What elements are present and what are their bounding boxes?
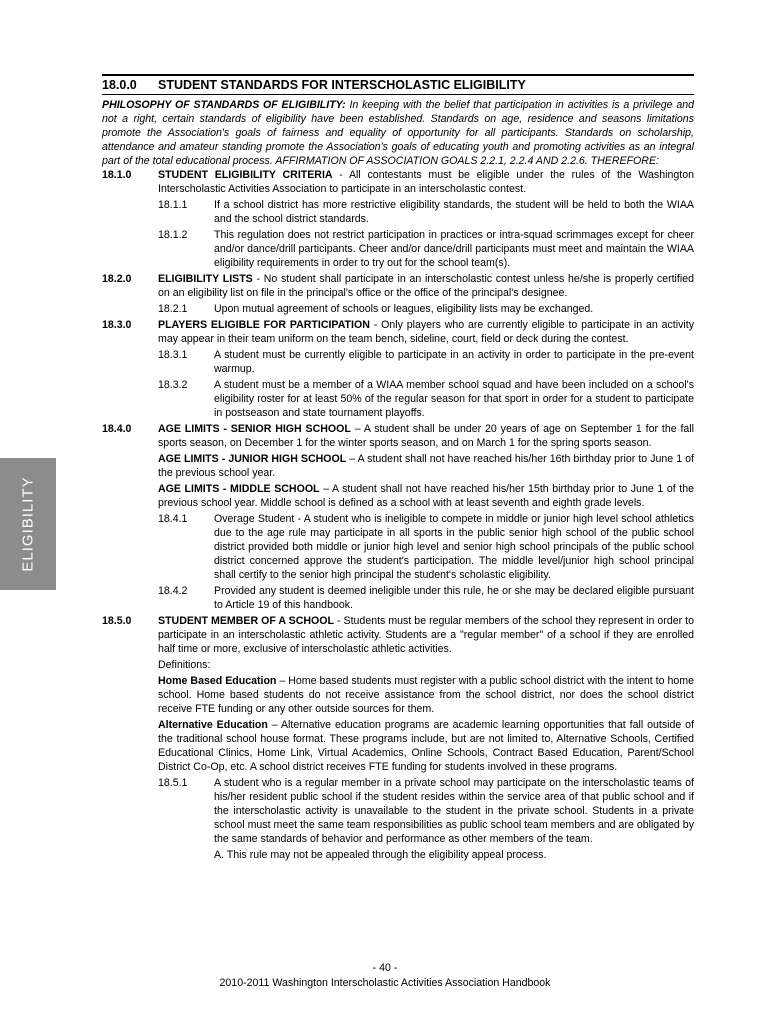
- subsection-text: Overage Student - A student who is ineligible to compete in middle or junior high level school athletics due to the age rule may participate in all sports in the public senior high school of the public school district provided both middle or junior high level and senior high school principals of the public school district concerned approve the student's participation. The middle level/junior high school principal shall certify to the senior high principal the student's scholastic eligibility.: [214, 513, 694, 581]
- page-number: - 40 -: [372, 962, 398, 974]
- subsection-number: 18.1.2: [158, 229, 188, 241]
- subsection-number: 18.3.2: [158, 379, 188, 391]
- subsection-text: A student who is a regular member in a private school may participate on the interscholastic teams of his/her resident public school if the student resides within the service area of that public school and if the interscholastic activity is unavailable to the student in the private school. Students in a private school must meet the same team responsibilities as public school team members and are obligated by the same standards of behavior and performance as other members of the team.: [214, 777, 694, 845]
- section-text: - No student shall participate in an interscholastic contest unless he/she is properly certified on an eligibility list on file in the principal's office or the office of the principal's designee.: [158, 273, 694, 299]
- home-based-definition: [158, 674, 694, 716]
- junior-high-label: AGE LIMITS - JUNIOR HIGH SCHOOL: [158, 453, 347, 465]
- section-18-4-0: [102, 422, 694, 450]
- junior-high-text: – A student shall not have reached his/her 16th birthday prior to June 1 of the previous school year.: [158, 453, 695, 479]
- section-label: STUDENT ELIGIBILITY CRITERIA: [158, 169, 333, 181]
- subsection-number: 18.2.1: [158, 303, 188, 315]
- subsection-18-5-1: [158, 776, 694, 846]
- section-18-1-0: [102, 168, 694, 196]
- section-number: 18.2.0: [102, 273, 132, 285]
- subsection-18-4-1: [158, 512, 694, 582]
- item-a: A. This rule may not be appealed through the eligibility appeal process.: [214, 849, 547, 861]
- section-label: STUDENT MEMBER OF A SCHOOL: [158, 615, 334, 627]
- subsection-text: Provided any student is deemed ineligible under this rule, he or she may be declared eligible pursuant to Article 19 of this handbook.: [214, 585, 694, 611]
- home-based-label: Home Based Education: [158, 675, 277, 687]
- philosophy-label: PHILOSOPHY OF STANDARDS OF ELIGIBILITY:: [102, 99, 346, 111]
- alternative-education-label: Alternative Education: [158, 719, 268, 731]
- article-title: STUDENT STANDARDS FOR INTERSCHOLASTIC ELIGIBILITY: [158, 78, 526, 92]
- subsection-text: If a school district has more restrictive eligibility standards, the student will be held to both the WIAA and the school district standards.: [214, 199, 694, 225]
- subsection-number: 18.4.2: [158, 585, 188, 597]
- section-18-2-0: [102, 272, 694, 300]
- article-number: 18.0.0: [102, 78, 137, 92]
- footer-title: 2010-2011 Washington Interscholastic Activities Association Handbook: [219, 977, 551, 989]
- middle-school-age-limit: [158, 482, 694, 510]
- philosophy-text: In keeping with the belief that participation in activities is a privilege and not a right, certain standards of eligibility have been established. Standards on age, residence and seasons limitations promote the Association's goals of fairness and equality of opportunity for all participants. Standards on scholarship, attendance and amateur standing promote the Association's goals of educating youth and promoting activities as an integral part of the total educational process. AFFIRMATION OF ASSOCIATION GOALS 2.2.1, 2.2.4 AND 2.2.6. THEREFORE:: [102, 99, 694, 167]
- subsection-18-1-1: [158, 198, 694, 226]
- subsection-18-3-2: [158, 378, 694, 420]
- subsection-18-1-2: [158, 228, 694, 270]
- subsection-number: 18.5.1: [158, 777, 188, 789]
- definitions-label: Definitions:: [158, 659, 211, 671]
- subsection-text: A student must be currently eligible to participate in an activity in order to participate in the pre-event warmup.: [214, 349, 694, 375]
- subsection-text: A student must be a member of a WIAA member school squad and have been included on a school's eligibility roster for at least 50% of the regular season for that sport in order for a student to participate in postseason and state tournament playoffs.: [214, 379, 694, 419]
- section-number: 18.1.0: [102, 169, 132, 181]
- subsection-number: 18.1.1: [158, 199, 188, 211]
- alternative-education-definition: [158, 718, 694, 774]
- home-based-text: – Home based students must register with a public school district with the intent to home school. Home based students do not receive assistance from the school district, nor does the school district receive FTE funding or any other outside sources for them.: [158, 675, 694, 715]
- subsection-18-3-1: [158, 348, 694, 376]
- subsection-18-2-1: [158, 302, 694, 316]
- section-text: - Only players who are currently eligible to participate in an activity may appear in their team uniform on the team bench, sideline, court, field or deck during the contest.: [158, 319, 694, 345]
- section-text: - Students must be regular members of the school they represent in order to participate in an interscholastic athletic activity. Students are a "regular member" of a school if they are enrolled half time or more, exclusive of interscholastic athletic activities.: [158, 615, 694, 655]
- section-number: 18.4.0: [102, 423, 132, 435]
- section-number: 18.5.0: [102, 615, 132, 627]
- subsection-text: This regulation does not restrict participation in practices or intra-squad scrimmages except for cheer and/or dance/drill participants. Cheer and/or dance/drill participants must meet and maintain the WIAA eligibility requirements in order to try out for the school team(s).: [214, 229, 694, 269]
- philosophy-paragraph: [102, 98, 694, 168]
- section-label: AGE LIMITS - SENIOR HIGH SCHOOL: [158, 423, 351, 435]
- middle-school-label: AGE LIMITS - MIDDLE SCHOOL: [158, 483, 320, 495]
- section-label: ELIGIBILITY LISTS: [158, 273, 253, 285]
- section-side-tab: [0, 458, 56, 590]
- section-number: 18.3.0: [102, 319, 132, 331]
- section-label: PLAYERS ELIGIBLE FOR PARTICIPATION: [158, 319, 370, 331]
- section-text: - All contestants must be eligible under the rules of the Washington Interscholastic Activities Association to participate in an interscholastic contest.: [158, 169, 694, 195]
- subsection-number: 18.4.1: [158, 513, 188, 525]
- article-heading: [102, 78, 694, 95]
- alternative-education-text: – Alternative education programs are academic learning opportunities that fall outside of the traditional school house format. These programs include, but are not limited to, Alternative Schools, Certified Educational Clinics, Home Link, Virtual Academics, Online Schools, Contract Based Education, Parent/School District Co-Op, etc. A school district receives FTE funding for students involved in these programs.: [158, 719, 694, 773]
- section-18-5-0: [102, 614, 694, 656]
- section-text: – A student shall be under 20 years of age on September 1 for the fall sports season, on December 1 for the winter sports season, and on March 1 for the spring sports season.: [158, 423, 694, 449]
- subsection-text: Upon mutual agreement of schools or leagues, eligibility lists may be exchanged.: [214, 303, 594, 315]
- top-rule: [102, 74, 694, 76]
- subsection-18-4-2: [158, 584, 694, 612]
- middle-school-text: – A student shall not have reached his/her 15th birthday prior to June 1 of the previous school year. Middle school is defined as a school with at least seventh and eighth grade levels.: [158, 483, 694, 509]
- article-body: [102, 98, 694, 862]
- section-18-3-0: [102, 318, 694, 346]
- side-tab-label: ELIGIBILITY: [19, 476, 37, 572]
- junior-high-age-limit: [158, 452, 694, 480]
- subsection-number: 18.3.1: [158, 349, 188, 361]
